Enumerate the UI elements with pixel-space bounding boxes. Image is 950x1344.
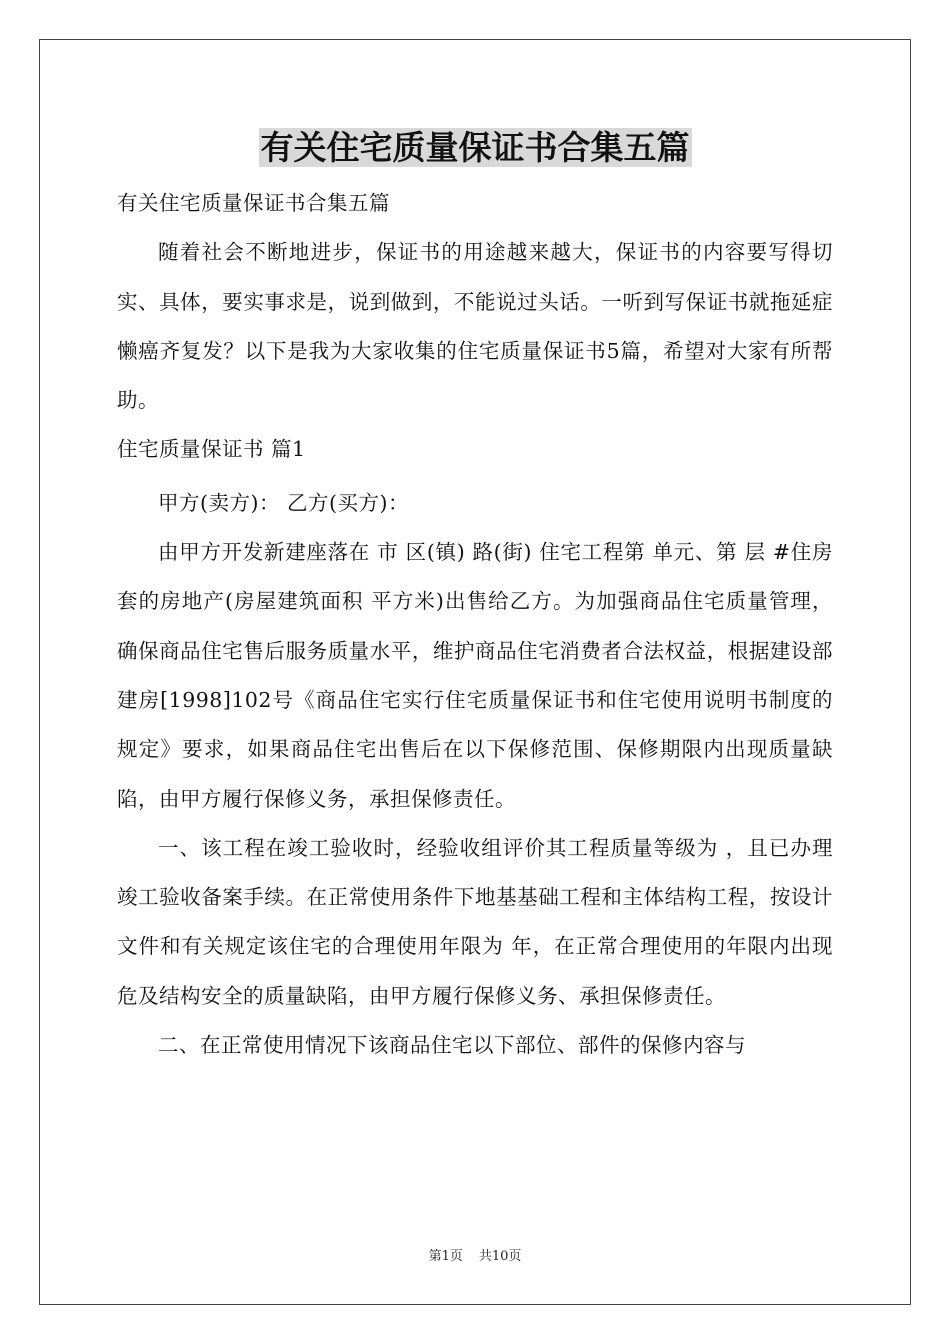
paragraph-property: 由甲方开发新建座落在 市 区(镇) 路(街) 住宅工程第 单元、第 层 #住房 套的房地产(房屋建筑面积 平方米)出售给乙方。为加强商品住宅质量管理，确保商品住宅售后服务质量水平，维护商品住宅消费者合法权益，根据建设部建房[1998]102号《商品住宅实行住宅质量保证书和住宅使用说明书制度的规定》要求，如果商品住宅出售后在以下保修范围、保修期限内出现质量缺陷，由甲方履行保修义务，承担保修责任。 [117, 540, 833, 811]
page-total: 共10页 [478, 1249, 522, 1264]
document-body [117, 179, 833, 1070]
paragraph-subtitle: 有关住宅质量保证书合集五篇 [117, 191, 390, 215]
page-number: 第1页 [428, 1249, 463, 1264]
document-title-text: 有关住宅质量保证书合集五篇 [260, 128, 690, 167]
page-footer [0, 1248, 950, 1266]
paragraph-intro: 随着社会不断地进步，保证书的用途越来越大，保证书的内容要写得切实、具体，要实事求是，说到做到，不能说过头话。一听到写保证书就拖延症懒癌齐复发？以下是我为大家收集的住宅质量保证书5篇，希望对大家有所帮助。 [117, 240, 833, 413]
section-heading: 住宅质量保证书 篇1 [117, 437, 306, 462]
paragraph-clause-one: 一、该工程在竣工验收时，经验收组评价其工程质量等级为 ，且已办理竣工验收备案手续。在正常使用条件下地基基础工程和主体结构工程，按设计文件和有关规定该住宅的合理使用年限为 年，在正常合理使用的年限内出现危及结构安全的质量缺陷，由甲方履行保修义务、承担保修责任。 [117, 835, 833, 1008]
document-title [0, 124, 950, 172]
paragraph-parties: 甲方(卖方)： 乙方(买方)： [158, 490, 410, 515]
paragraph-clause-two: 二、在正常使用情况下该商品住宅以下部位、部件的保修内容与 [158, 1033, 746, 1058]
